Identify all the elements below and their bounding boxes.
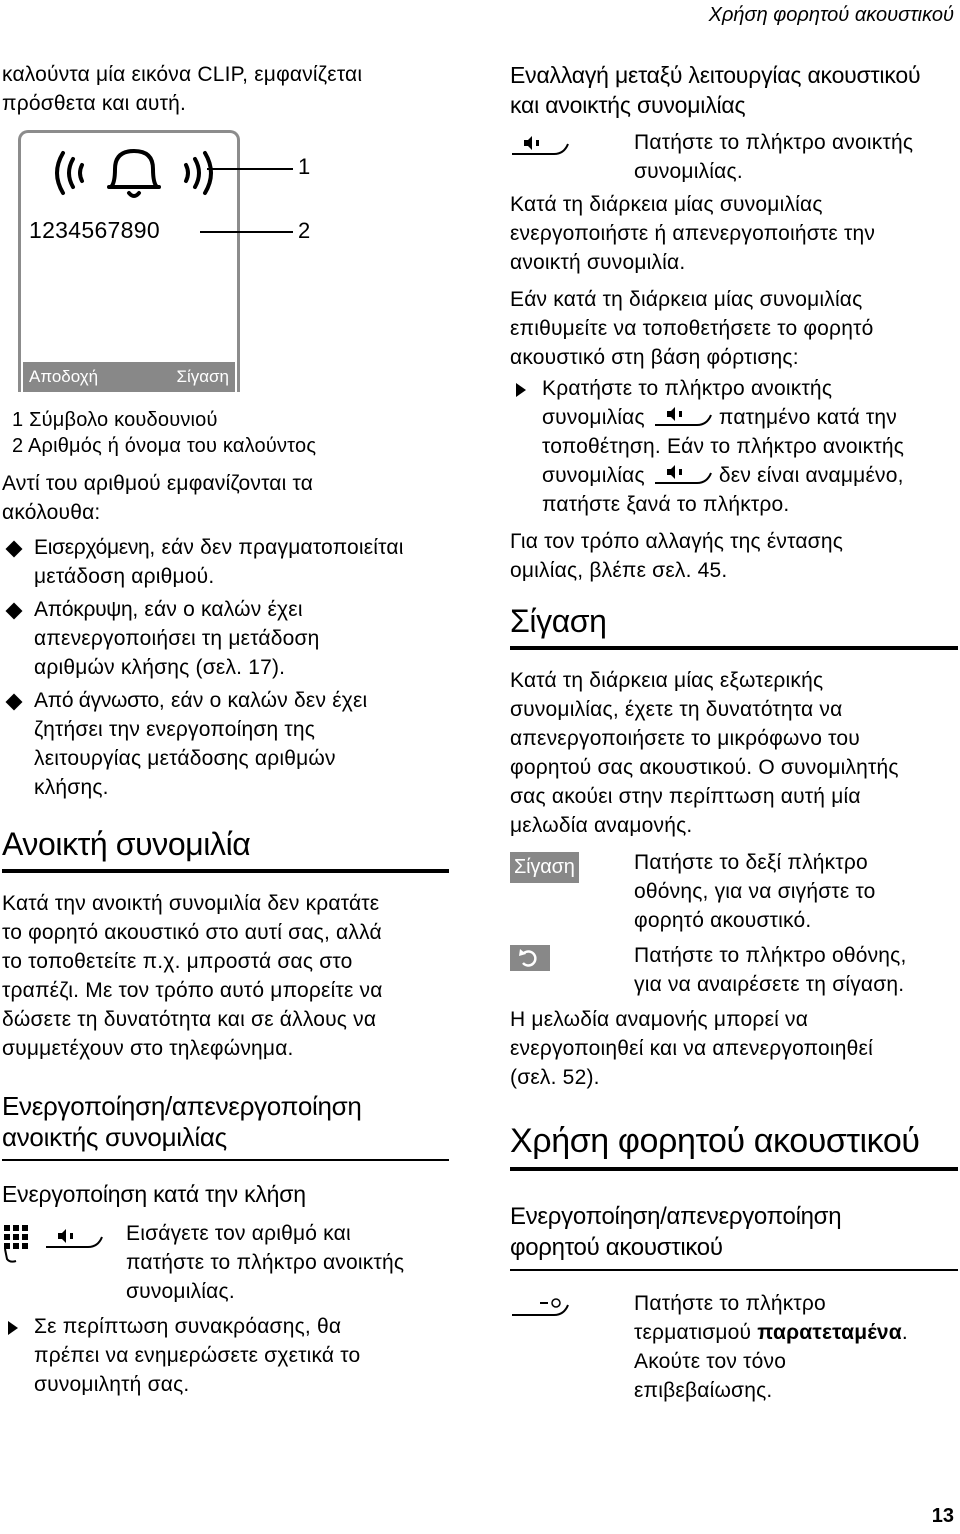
right-column — [510, 60, 958, 1405]
step-dial-handsfree: Εισάγετε τον αριθμό και πατήστε το πλήκτρο ανοικτής συνομιλίας. — [2, 1219, 449, 1306]
callout-line-2 — [200, 231, 293, 233]
softkey-accept[interactable]: Αποδοχή — [29, 367, 99, 386]
hold-key-note: Κρατήστε το πλήκτρο ανοικτής συνομιλίας πατημένο κατά την τοποθέτηση. Εάν το πλήκτρο ανοικτής συνομιλίας δεν είναι αναμμένο, πατήστε ξανά το πλήκτρο. — [510, 374, 958, 519]
place-in-base-text: Εάν κατά τη διάρκεια μίας συνομιλίας επιθυμείτε να τοποθετήσετε το φορητό ακουστικό στη βάση φόρτισης: — [510, 288, 874, 369]
heading-open-talk: Ανοικτή συνομιλία — [2, 826, 449, 873]
triangle-bullet-icon — [516, 383, 526, 397]
display-illustration — [2, 130, 449, 405]
step-switch-handsfree: Πατήστε το πλήκτρο ανοικτής συνομιλίας. — [510, 128, 958, 186]
heading-toggle-open-talk: Ενεργοποίηση/απενεργοποίηση ανοικτής συνομιλίας — [2, 1091, 449, 1161]
undo-icon — [510, 945, 550, 971]
softkey-mute[interactable]: Σίγαση — [176, 367, 229, 386]
page-number: 13 — [931, 1505, 954, 1527]
callout-1: 1 — [298, 154, 311, 179]
bullet-unknown: Από άγνωστο, εάν ο καλών δεν έχει ζητήσει την ενεργοποίηση της λειτουργίας μετάδοσης αριθμών κλήσης. — [2, 686, 449, 802]
heading-mute: Σίγαση — [510, 603, 958, 650]
step-mute-off: Πατήστε το πλήκτρο οθόνης, για να αναιρέσετε τη σίγαση. — [510, 941, 958, 999]
heading-switch-modes: Εναλλαγή μεταξύ λειτουργίας ακουστικού και ανοικτής συνομιλίας — [510, 62, 921, 118]
handsfree-key-icon — [651, 405, 713, 431]
diamond-bullet-icon — [6, 694, 23, 711]
mute-body: Κατά τη διάρκεια μίας εξωτερικής συνομιλίας, έχετε τη δυνατότητα να απενεργοποιήσετε το μικρόφωνο του φορητού σας ακουστικού. Ο συνομιλητής σας ακούει στην περίπτωση αυτή μία μελωδία αναμονής. — [510, 669, 899, 837]
triangle-bullet-icon — [8, 1321, 18, 1335]
bell-icon — [49, 143, 219, 203]
softkey-bar — [23, 362, 235, 392]
diamond-bullet-icon — [6, 603, 23, 620]
keypad-handsfree-icon — [2, 1223, 110, 1263]
caller-number: 1234567890 — [29, 217, 160, 243]
mute-softkey[interactable]: Σίγαση — [510, 852, 579, 883]
running-header: Χρήση φορητού ακουστικού — [708, 4, 954, 26]
left-column — [2, 60, 449, 1399]
end-call-key-icon — [510, 1293, 570, 1321]
open-talk-body: Κατά την ανοικτή συνομιλία δεν κρατάτε το φορητό ακουστικό στο αυτί σας, αλλά το τοποθετείτε π.χ. μπροστά σας στο τραπέζι. Με τον τρόπο αυτό μπορείτε να δώσετε τη δυνατότητα και σε άλλους να συμμετέχουν στο τηλεφώνημα. — [2, 892, 383, 1060]
display-bullets — [2, 533, 449, 802]
callout-2: 2 — [298, 218, 311, 243]
volume-reference: Για τον τρόπο αλλαγής της έντασης ομιλίας, βλέπε σελ. 45. — [510, 530, 844, 582]
conference-note: Σε περίπτωση συνακρόασης, θα πρέπει να ενημερώσετε σχετικά το συνομιλητή σας. — [2, 1312, 449, 1399]
step-end-key-long: Πατήστε το πλήκτρο τερματισμού παρατεταμένα. Ακούτε τον τόνο επιβεβαίωσης. — [510, 1289, 958, 1405]
heading-use-handset: Χρήση φορητού ακουστικού — [510, 1122, 958, 1171]
step-keys — [510, 128, 634, 168]
diamond-bullet-icon — [6, 541, 23, 558]
undo-softkey[interactable] — [510, 945, 550, 971]
handsfree-key-icon — [510, 132, 570, 160]
intro-text: καλούντα μία εικόνα CLIP, εμφανίζεται πρόσθετα και αυτή. — [2, 63, 363, 115]
figure-legend: 1 Σύμβολο κουδουνιού 2 Αριθμός ή όνομα του καλούντος — [12, 409, 317, 457]
during-call-text: Κατά τη διάρκεια μίας συνομιλίας ενεργοποιήστε ή απενεργοποιήστε την ανοικτή συνομιλία. — [510, 193, 876, 274]
callout-line-1 — [207, 168, 293, 170]
step-mute-on: Σίγαση Πατήστε το δεξί πλήκτρο οθόνης, για να σιγήστε το φορητό ακουστικό. — [510, 848, 958, 935]
bullet-incoming: Εισερχόμενη, εάν δεν πραγματοποιείται μετάδοση αριθμού. — [2, 533, 449, 591]
heading-handset-on-off: Ενεργοποίηση/απενεργοποίηση φορητού ακουστικού — [510, 1201, 958, 1271]
step-keys — [510, 941, 634, 979]
bullet-withheld: Απόκρυψη, εάν ο καλών έχει απενεργοποιήσει τη μετάδοση αριθμών κλήσης (σελ. 17). — [2, 595, 449, 682]
step-keys — [510, 848, 634, 883]
step-keys — [510, 1289, 634, 1329]
hold-melody-text: Η μελωδία αναμονής μπορεί να ενεργοποιηθεί και να απενεργοποιηθεί (σελ. 52). — [510, 1008, 873, 1089]
instead-text: Αντί του αριθμού εμφανίζονται τα ακόλουθα: — [2, 472, 314, 524]
step-keys — [2, 1219, 126, 1271]
handsfree-key-icon — [651, 463, 713, 489]
heading-activate-during-dial: Ενεργοποίηση κατά την κλήση — [2, 1181, 306, 1207]
